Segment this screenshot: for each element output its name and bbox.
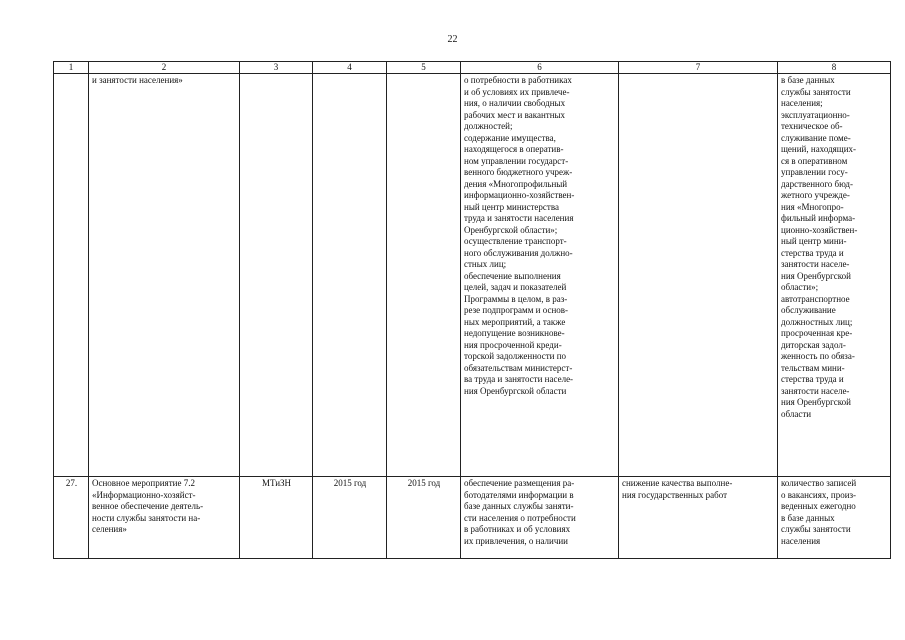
cell-text-line: ния Оренбургской bbox=[781, 397, 851, 407]
cell-text-line: резе подпрограмм и основ- bbox=[464, 305, 569, 315]
row-27-executor-cell: МТиЗН bbox=[240, 477, 313, 559]
cell-text-line: труда и занятости населения bbox=[464, 213, 574, 223]
cell-text-line: службы занятости bbox=[781, 524, 851, 534]
cell-text-line: количество записей bbox=[781, 478, 857, 488]
column-number-2: 2 bbox=[89, 62, 240, 74]
cell-text-line: щений, находящих- bbox=[781, 144, 857, 154]
cell-text-line: занятости населе- bbox=[781, 259, 850, 269]
cell-text-line: автотранспортное bbox=[781, 293, 850, 304]
row-27-indicator-cell bbox=[778, 477, 891, 559]
cell-text-line: ния Оренбургской bbox=[781, 270, 851, 281]
column-number-8: 8 bbox=[778, 62, 891, 74]
cell-text-line: обеспечение выполнения bbox=[464, 270, 561, 281]
cell-text-line: Программы в целом, в раз- bbox=[464, 293, 568, 304]
cell-text-line: ных мероприятий, а также bbox=[464, 316, 566, 327]
row-27-consequence-cell bbox=[619, 477, 778, 559]
cell-text-line: служивание поме- bbox=[781, 132, 851, 143]
cell-text-line: информационно-хозяйствен- bbox=[464, 190, 575, 200]
cell-text-line: тельствам мини- bbox=[781, 362, 845, 373]
cell-text-line: стерства труда и bbox=[781, 247, 844, 258]
cell-text-line: осуществление транспорт- bbox=[464, 236, 567, 246]
cell-text-line: ный центр министерства bbox=[464, 201, 559, 212]
cell-text-line: в базе данных bbox=[781, 512, 835, 523]
cell-text-line: содержание имущества, bbox=[464, 132, 556, 143]
cell-text-line: их привлечения, о наличии bbox=[464, 535, 568, 546]
cell-text-line: области bbox=[781, 408, 812, 419]
column-number-7: 7 bbox=[619, 62, 778, 74]
cell-text-line: управлении госу- bbox=[781, 167, 848, 177]
cell-text-line: обеспечение размещения ра- bbox=[464, 478, 575, 488]
cell-text-line: населения bbox=[781, 535, 821, 546]
cell-text-line: Основное мероприятие 7.2 bbox=[92, 478, 195, 488]
cell-text-line: ния Оренбургской области bbox=[464, 385, 567, 396]
cell-text-line: снижение качества выполне- bbox=[622, 478, 733, 488]
continued-row-result-cell bbox=[461, 74, 619, 477]
cell-text-line: венное обеспечение деятель- bbox=[92, 501, 204, 511]
cell-text-line: веденных ежегодно bbox=[781, 501, 856, 511]
cell-text-line: жетного учрежде- bbox=[781, 190, 850, 200]
table-header-row bbox=[54, 62, 891, 74]
cell-text-line: диторская задол- bbox=[781, 339, 846, 350]
cell-text-line: ся в оперативном bbox=[781, 155, 848, 166]
cell-text-line: ционно-хозяйствен- bbox=[781, 224, 858, 235]
cell-text-line: базе данных службы заняти- bbox=[464, 501, 574, 511]
cell-text-line: ности службы занятости на- bbox=[92, 512, 201, 523]
cell-text-line: женность по обяза- bbox=[781, 351, 855, 361]
column-number-6: 6 bbox=[461, 62, 619, 74]
cell-text-line: стерства труда и bbox=[781, 374, 844, 384]
page-number: 22 bbox=[447, 34, 458, 45]
column-number-1: 1 bbox=[54, 62, 89, 74]
continued-row-number-cell bbox=[54, 74, 89, 477]
row-27-start-year-cell: 2015 год bbox=[313, 477, 387, 559]
column-number-4: 4 bbox=[313, 62, 387, 74]
continued-row-consequence-cell bbox=[619, 74, 778, 477]
cell-text-line: ния просроченной креди- bbox=[464, 339, 562, 350]
cell-text-line: обязательствам министерст- bbox=[464, 362, 573, 373]
cell-text-line: торской задолженности по bbox=[464, 351, 567, 361]
continued-row-executor-cell bbox=[240, 74, 313, 477]
cell-text-line: селения» bbox=[92, 524, 127, 534]
continued-row-start-cell bbox=[313, 74, 387, 477]
column-number-3: 3 bbox=[240, 62, 313, 74]
cell-text-line: ва труда и занятости населе- bbox=[464, 374, 574, 384]
cell-text-line: занятости населе- bbox=[781, 385, 850, 396]
continued-row-measure-cell bbox=[89, 74, 240, 477]
cell-text-line: дения «Многопрофильный bbox=[464, 178, 568, 189]
cell-text-line: о потребности в работниках bbox=[464, 75, 572, 85]
continued-row-end-cell bbox=[387, 74, 461, 477]
cell-text-line: обслуживание bbox=[781, 305, 836, 315]
continued-row-indicator-cell bbox=[778, 74, 891, 477]
cell-text-line: ния государственных работ bbox=[622, 489, 728, 500]
cell-text-line: ном управлении государст- bbox=[464, 155, 569, 166]
row-27-number-cell: 27. bbox=[54, 477, 89, 559]
row-27-end-year-cell: 2015 год bbox=[387, 477, 461, 559]
table-row-27 bbox=[54, 477, 891, 559]
cell-text-line: венного бюджетного учреж- bbox=[464, 167, 573, 177]
cell-text-line: должностей; bbox=[464, 121, 513, 131]
cell-text-line: в базе данных bbox=[781, 75, 835, 85]
cell-text-line: целей, задач и показателей bbox=[464, 282, 567, 292]
cell-text-line: техническое об- bbox=[781, 121, 843, 131]
cell-text-line: должностных лиц; bbox=[781, 316, 853, 327]
cell-text-line: ния «Многопро- bbox=[781, 201, 844, 212]
cell-text-line: «Информационно-хозяйст- bbox=[92, 489, 196, 500]
cell-text-line: недопущение возникнове- bbox=[464, 328, 565, 338]
program-measures-table bbox=[53, 61, 891, 559]
cell-text-line: рабочих мест и вакантных bbox=[464, 109, 566, 120]
cell-text-line: и об условиях их привлече- bbox=[464, 86, 570, 97]
cell-text-line: ботодателями информации в bbox=[464, 489, 574, 500]
row-27-measure-cell bbox=[89, 477, 240, 559]
cell-text-line: области»; bbox=[781, 282, 819, 292]
cell-text-line: сти населения о потребности bbox=[464, 512, 576, 523]
cell-text-line: стных лиц; bbox=[464, 259, 507, 269]
cell-text-line: Оренбургской области»; bbox=[464, 224, 558, 235]
cell-text-line: и занятости населения» bbox=[92, 75, 183, 85]
cell-text-line: дарственного бюд- bbox=[781, 178, 853, 189]
cell-text-line: ный центр мини- bbox=[781, 236, 847, 246]
cell-text-line: в работниках и об условиях bbox=[464, 524, 571, 534]
cell-text-line: просроченная кре- bbox=[781, 328, 853, 338]
cell-text-line: ного обслуживания должно- bbox=[464, 247, 573, 258]
cell-text-line: находящегося в оператив- bbox=[464, 144, 564, 154]
cell-text-line: населения; bbox=[781, 98, 823, 108]
table-row-continued bbox=[54, 74, 891, 477]
cell-text-line: эксплуатационно- bbox=[781, 109, 850, 120]
cell-text-line: службы занятости bbox=[781, 86, 851, 97]
cell-text-line: ния, о наличии свободных bbox=[464, 98, 566, 108]
cell-text-line: фильный информа- bbox=[781, 213, 856, 223]
row-27-result-cell bbox=[461, 477, 619, 559]
column-number-5: 5 bbox=[387, 62, 461, 74]
cell-text-line: о вакансиях, произ- bbox=[781, 489, 857, 500]
